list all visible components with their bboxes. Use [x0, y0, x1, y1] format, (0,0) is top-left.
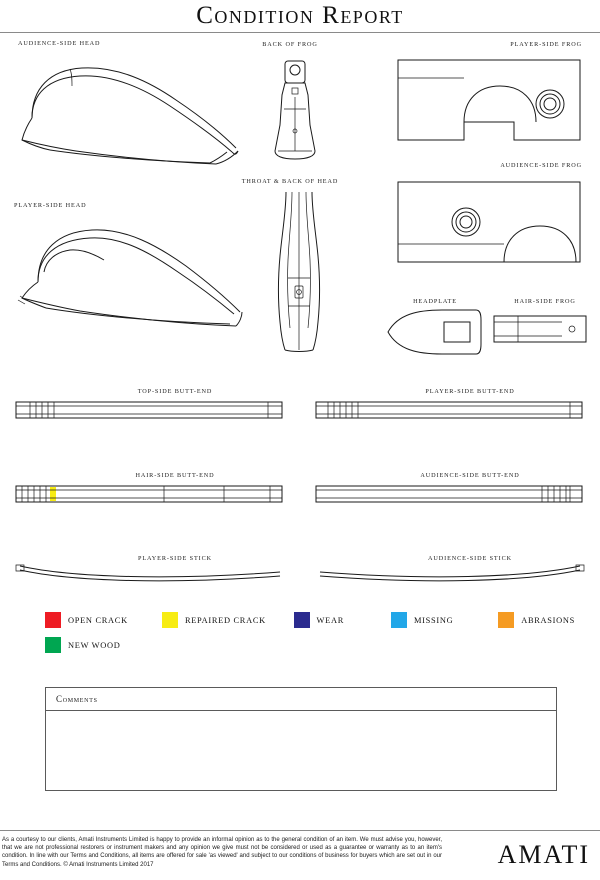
brand-logo: AMATI: [497, 840, 590, 869]
comments-heading: Comments: [46, 688, 556, 711]
legend-item-new-wood: [45, 637, 121, 653]
caption-player-side-butt-end: PLAYER-SIDE BUTT-END: [425, 388, 515, 395]
swatch-open-crack: [45, 612, 61, 628]
legend: [45, 612, 575, 662]
legend-item-open-crack: [45, 612, 162, 628]
caption-player-side-frog: PLAYER-SIDE FROG: [510, 41, 582, 48]
caption-throat-back-of-head: THROAT & BACK OF HEAD: [241, 178, 339, 185]
diagram-back-of-frog: [272, 55, 318, 165]
caption-back-of-frog: BACK OF FROG: [262, 41, 318, 48]
diagram-audience-side-head: [10, 52, 240, 167]
legend-row-2: [45, 637, 575, 653]
swatch-new-wood: [45, 637, 61, 653]
legend-label-open-crack: OPEN CRACK: [68, 615, 128, 625]
legend-label-wear: WEAR: [316, 615, 344, 625]
caption-top-side-butt-end: TOP-SIDE BUTT-END: [137, 388, 213, 395]
caption-audience-side-butt-end: AUDIENCE-SIDE BUTT-END: [420, 472, 520, 479]
swatch-repaired-crack: [162, 612, 178, 628]
diagram-hair-side-frog: [492, 310, 588, 350]
diagram-player-side-head: [8, 212, 244, 332]
comments-input[interactable]: [46, 711, 556, 790]
diagram-audience-side-frog: [394, 174, 584, 274]
title-divider: [0, 32, 600, 33]
diagram-player-side-butt-end: [314, 398, 586, 424]
caption-headplate: HEADPLATE: [413, 298, 457, 305]
legend-label-new-wood: NEW WOOD: [68, 640, 121, 650]
diagram-top-side-butt-end: [14, 398, 286, 424]
legend-label-repaired-crack: REPAIRED CRACK: [184, 615, 266, 625]
swatch-missing: [391, 612, 407, 628]
diagram-hair-side-butt-end: [14, 482, 286, 508]
footer-disclaimer: As a courtesy to our clients, Amati Instruments Limited is happy to provide an informal opinion as to the general condition of an item. We must advise you, however, that we are not professional restorers or instrument makers and any opinion we give must not be considered or used as a guarantee or warranty as to an item's condition. In line with our Terms and Conditions, all items are offered for sale 'as viewed' and subject to our conditions of business for buyers which are set out in our Terms and Conditions. © Amati Instruments Limited 2017: [2, 837, 442, 868]
caption-audience-side-head: AUDIENCE-SIDE HEAD: [18, 40, 101, 47]
diagram-player-side-stick: [14, 560, 286, 582]
legend-item-missing: [391, 612, 498, 628]
caption-hair-side-frog: HAIR-SIDE FROG: [514, 298, 576, 305]
caption-audience-side-stick: AUDIENCE-SIDE STICK: [428, 555, 512, 562]
diagram-headplate: [384, 308, 484, 356]
legend-item-repaired-crack: [162, 612, 294, 628]
legend-label-abrasions: ABRASIONS: [521, 615, 575, 625]
footer-divider: [0, 830, 600, 831]
legend-item-wear: [294, 612, 391, 628]
legend-row-1: [45, 612, 575, 628]
swatch-wear: [294, 612, 310, 628]
marking-repaired-crack: [50, 487, 56, 501]
diagram-audience-side-stick: [314, 560, 586, 582]
swatch-abrasions: [498, 612, 514, 628]
diagram-player-side-frog: [394, 52, 584, 152]
caption-audience-side-frog: AUDIENCE-SIDE FROG: [500, 162, 582, 169]
legend-label-missing: MISSING: [414, 615, 454, 625]
comments-box: [45, 687, 557, 791]
caption-player-side-head: PLAYER-SIDE HEAD: [14, 202, 87, 209]
caption-player-side-stick: PLAYER-SIDE STICK: [137, 555, 213, 562]
legend-item-abrasions: [498, 612, 575, 628]
caption-hair-side-butt-end: HAIR-SIDE BUTT-END: [135, 472, 215, 479]
page-title: Condition Report: [196, 2, 404, 29]
diagram-throat-back-of-head: [276, 190, 322, 352]
diagram-audience-side-butt-end: [314, 482, 586, 508]
